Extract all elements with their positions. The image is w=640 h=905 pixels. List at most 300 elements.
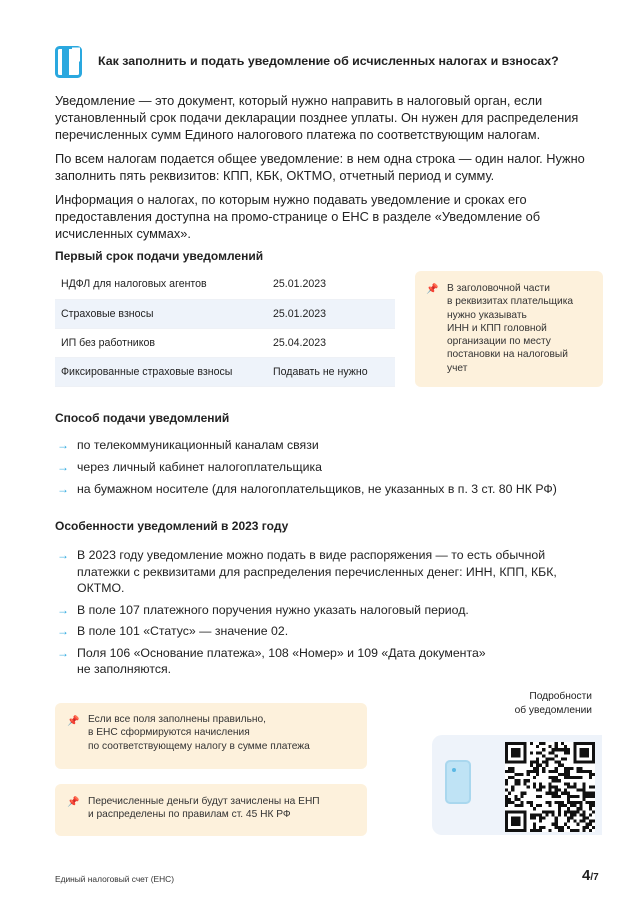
qr-module xyxy=(576,789,579,792)
qr-module xyxy=(517,748,520,751)
qr-module xyxy=(536,770,539,773)
qr-module xyxy=(592,826,595,829)
qr-module xyxy=(555,779,558,782)
qr-module xyxy=(561,792,564,795)
qr-module xyxy=(524,820,527,823)
qr-module xyxy=(573,761,576,764)
qr-module xyxy=(583,829,586,832)
list-item-text: через личный кабинет налогоплательщика xyxy=(77,460,322,474)
qr-module xyxy=(564,789,567,792)
qr-module xyxy=(583,789,586,792)
qr-module xyxy=(579,754,582,757)
qr-module xyxy=(555,785,558,788)
qr-module xyxy=(564,758,567,761)
qr-module xyxy=(530,829,533,832)
qr-module xyxy=(508,810,511,813)
note-header-requisites xyxy=(415,271,603,387)
qr-module xyxy=(505,789,508,792)
qr-module xyxy=(524,829,527,832)
page-header xyxy=(55,46,615,78)
qr-module xyxy=(561,804,564,807)
qr-caption xyxy=(480,690,592,718)
qr-module xyxy=(548,792,551,795)
qr-module xyxy=(542,770,545,773)
qr-module xyxy=(524,813,527,816)
qr-module xyxy=(570,785,573,788)
qr-module xyxy=(552,779,555,782)
qr-module xyxy=(573,820,576,823)
qr-module xyxy=(592,758,595,761)
qr-module xyxy=(505,748,508,751)
qr-module xyxy=(583,782,586,785)
qr-module xyxy=(561,829,564,832)
qr-module xyxy=(530,751,533,754)
qr-module xyxy=(573,813,576,816)
qr-module xyxy=(558,813,561,816)
qr-module xyxy=(505,770,508,773)
qr-module xyxy=(511,770,514,773)
note-line: организации по месту xyxy=(447,336,551,348)
qr-module xyxy=(542,810,545,813)
qr-module xyxy=(573,776,576,779)
qr-module xyxy=(552,770,555,773)
list-item xyxy=(55,460,615,482)
qr-module xyxy=(564,804,567,807)
qr-module xyxy=(517,773,520,776)
qr-module xyxy=(542,748,545,751)
qr-module xyxy=(592,795,595,798)
qr-module xyxy=(508,829,511,832)
qr-module xyxy=(508,792,511,795)
qr-module xyxy=(514,761,517,764)
qr-module xyxy=(530,770,533,773)
qr-module xyxy=(564,792,567,795)
qr-module xyxy=(511,754,514,757)
qr-module xyxy=(570,810,573,813)
list-item-text: платежки с реквизитами для распределения перечисленных денег: ИНН, КПП, КБК, xyxy=(77,564,557,579)
deadline-date: Подавать не нужно xyxy=(267,357,395,386)
arrow-right-icon: → xyxy=(57,438,69,452)
qr-module xyxy=(592,792,595,795)
qr-module xyxy=(530,804,533,807)
qr-module xyxy=(576,807,579,810)
qr-module xyxy=(514,754,517,757)
qr-module xyxy=(589,807,592,810)
list-item-text: не заполняются. xyxy=(77,662,172,676)
qr-module xyxy=(579,761,582,764)
qr-module xyxy=(567,773,570,776)
qr-module xyxy=(545,792,548,795)
qr-module xyxy=(527,785,530,788)
qr-module xyxy=(542,761,545,764)
qr-module xyxy=(548,801,551,804)
qr-caption-line: Подробности xyxy=(529,691,592,702)
qr-caption-line: об уведомлении xyxy=(514,705,592,716)
qr-module xyxy=(555,767,558,770)
qr-module xyxy=(511,820,514,823)
qr-module xyxy=(511,761,514,764)
note-line: в ЕНС сформируются начисления xyxy=(88,727,250,739)
deadline-tax-name: Страховые взносы xyxy=(55,299,267,328)
qr-module xyxy=(558,829,561,832)
qr-module xyxy=(505,801,508,804)
qr-module xyxy=(533,826,536,829)
qr-module xyxy=(517,782,520,785)
qr-module xyxy=(583,813,586,816)
qr-module xyxy=(511,829,514,832)
qr-module xyxy=(570,813,573,816)
qr-module xyxy=(530,742,533,745)
qr-module xyxy=(511,823,514,826)
qr-module xyxy=(555,748,558,751)
qr-module xyxy=(579,807,582,810)
qr-module xyxy=(511,789,514,792)
qr-module xyxy=(517,742,520,745)
qr-module xyxy=(576,770,579,773)
list-item-text: на бумажном носителе (для налогоплательщиков, не указанных в п. 3 ст. 80 НК РФ) xyxy=(77,482,557,496)
qr-module xyxy=(508,801,511,804)
qr-module xyxy=(579,804,582,807)
qr-module xyxy=(545,761,548,764)
qr-module xyxy=(576,823,579,826)
qr-module xyxy=(524,823,527,826)
qr-module xyxy=(573,810,576,813)
qr-module xyxy=(524,826,527,829)
qr-module xyxy=(548,751,551,754)
qr-module xyxy=(592,745,595,748)
qr-module xyxy=(511,801,514,804)
intro-paragraph-2: По всем налогам подается общее уведомление: в нем одна строка — один налог. Нужно заполнить пять реквизитов: КПП, КБК, ОКТМО, отчетный период и сумму. xyxy=(55,151,585,183)
qr-module xyxy=(579,820,582,823)
qr-module xyxy=(592,804,595,807)
qr-module xyxy=(564,823,567,826)
qr-module xyxy=(567,751,570,754)
qr-module xyxy=(592,810,595,813)
qr-module xyxy=(589,820,592,823)
qr-module xyxy=(567,776,570,779)
qr-module xyxy=(524,758,527,761)
arrow-right-icon: → xyxy=(57,602,69,617)
qr-module xyxy=(548,804,551,807)
qr-module xyxy=(555,742,558,745)
qr-module xyxy=(533,807,536,810)
qr-module xyxy=(555,754,558,757)
arrow-right-icon: → xyxy=(57,548,69,562)
qr-module xyxy=(555,745,558,748)
qr-module xyxy=(558,795,561,798)
qr-module xyxy=(539,813,542,816)
qr-module xyxy=(505,826,508,829)
qr-module xyxy=(583,770,586,773)
qr-module xyxy=(552,792,555,795)
features-list xyxy=(55,547,615,678)
qr-module xyxy=(583,754,586,757)
qr-module xyxy=(536,767,539,770)
qr-module xyxy=(555,801,558,804)
qr-module xyxy=(508,770,511,773)
qr-module xyxy=(555,789,558,792)
qr-module xyxy=(576,761,579,764)
note-correct-fields xyxy=(55,703,367,769)
qr-module xyxy=(555,826,558,829)
qr-module xyxy=(558,773,561,776)
deadline-date: 25.04.2023 xyxy=(267,328,395,357)
qr-module xyxy=(505,745,508,748)
note-line: ИНН и КПП головной xyxy=(447,322,547,334)
qr-module xyxy=(521,761,524,764)
qr-module xyxy=(583,785,586,788)
qr-module xyxy=(558,826,561,829)
page-title: Как заполнить и подать уведомление об исчисленных налогах и взносах? xyxy=(98,54,559,68)
qr-module xyxy=(570,829,573,832)
qr-module xyxy=(514,823,517,826)
qr-module xyxy=(570,767,573,770)
qr-module xyxy=(545,764,548,767)
qr-module xyxy=(542,785,545,788)
qr-module xyxy=(527,801,530,804)
qr-module xyxy=(536,804,539,807)
deadlines-table xyxy=(55,270,395,387)
qr-module xyxy=(545,810,548,813)
qr-module xyxy=(579,813,582,816)
qr-module xyxy=(533,813,536,816)
qr-module xyxy=(524,742,527,745)
qr-module xyxy=(592,773,595,776)
qr-module xyxy=(533,761,536,764)
qr-module xyxy=(539,785,542,788)
qr-module xyxy=(524,810,527,813)
qr-module xyxy=(514,820,517,823)
intro-text xyxy=(55,92,600,249)
qr-module xyxy=(564,773,567,776)
qr-module xyxy=(576,829,579,832)
qr-module xyxy=(517,779,520,782)
qr-module xyxy=(564,751,567,754)
list-item-text: В поле 107 платежного поручения нужно указать налоговый период. xyxy=(77,602,469,617)
list-item-text: ОКТМО. xyxy=(77,581,125,595)
qr-module xyxy=(583,810,586,813)
qr-module xyxy=(508,767,511,770)
qr-module xyxy=(570,795,573,798)
intro-paragraph-1: Уведомление — это документ, который нужно направить в налоговый орган, если установленный срок подачи декларации позднее уплаты. Он нужен для распределения перечисленных сумм Единого налогового платежа по соответствующим налогам. xyxy=(55,93,579,142)
qr-module xyxy=(514,804,517,807)
methods-title: Способ подачи уведомлений xyxy=(55,411,230,425)
qr-module xyxy=(505,742,508,745)
qr-module xyxy=(576,801,579,804)
qr-module xyxy=(542,754,545,757)
qr-module xyxy=(530,761,533,764)
qr-module xyxy=(567,826,570,829)
qr-module xyxy=(561,773,564,776)
qr-module xyxy=(555,816,558,819)
qr-code[interactable] xyxy=(505,742,595,832)
qr-module xyxy=(555,761,558,764)
qr-module xyxy=(567,807,570,810)
qr-module xyxy=(539,789,542,792)
qr-module xyxy=(561,801,564,804)
qr-module xyxy=(583,816,586,819)
qr-module xyxy=(505,820,508,823)
qr-module xyxy=(530,813,533,816)
list-item-text: В 2023 году уведомление можно подать в виде распоряжения — то есть обычной xyxy=(77,548,546,562)
qr-module xyxy=(586,795,589,798)
qr-module xyxy=(505,795,508,798)
qr-module xyxy=(570,816,573,819)
qr-module xyxy=(539,826,542,829)
list-item xyxy=(55,602,615,619)
qr-module xyxy=(567,810,570,813)
qr-module xyxy=(508,776,511,779)
qr-module xyxy=(573,804,576,807)
qr-module xyxy=(586,770,589,773)
note-line: в реквизитах плательщика xyxy=(447,296,574,308)
qr-module xyxy=(505,758,508,761)
qr-module xyxy=(517,823,520,826)
note-line: и распределены по правилам ст. 45 НК РФ xyxy=(88,809,291,821)
qr-module xyxy=(552,785,555,788)
qr-module xyxy=(505,810,508,813)
qr-module xyxy=(533,785,536,788)
table-row xyxy=(55,328,395,357)
arrow-right-icon: → xyxy=(57,482,69,496)
qr-module xyxy=(589,773,592,776)
qr-module xyxy=(567,820,570,823)
qr-module xyxy=(539,795,542,798)
qr-module xyxy=(567,816,570,819)
qr-module xyxy=(586,748,589,751)
qr-module xyxy=(514,795,517,798)
list-item-text: по телекоммуникационный каналам связи xyxy=(77,438,319,452)
qr-module xyxy=(589,804,592,807)
qr-module xyxy=(514,742,517,745)
qr-module xyxy=(573,758,576,761)
qr-module xyxy=(517,820,520,823)
list-item xyxy=(55,623,615,640)
qr-module xyxy=(592,751,595,754)
qr-module xyxy=(592,801,595,804)
qr-module xyxy=(592,748,595,751)
qr-module xyxy=(539,816,542,819)
qr-module xyxy=(555,820,558,823)
qr-module xyxy=(558,804,561,807)
qr-module xyxy=(589,829,592,832)
qr-module xyxy=(592,761,595,764)
qr-module xyxy=(573,829,576,832)
qr-module xyxy=(592,785,595,788)
qr-module xyxy=(524,779,527,782)
qr-module xyxy=(564,770,567,773)
book-icon xyxy=(55,46,83,78)
qr-module xyxy=(505,782,508,785)
qr-module xyxy=(542,742,545,745)
qr-module xyxy=(552,795,555,798)
qr-module xyxy=(548,745,551,748)
qr-module xyxy=(567,785,570,788)
qr-module xyxy=(561,758,564,761)
qr-module xyxy=(586,826,589,829)
qr-module xyxy=(564,810,567,813)
qr-module xyxy=(589,823,592,826)
qr-module xyxy=(555,770,558,773)
qr-module xyxy=(583,826,586,829)
qr-module xyxy=(521,795,524,798)
qr-module xyxy=(561,748,564,751)
qr-module xyxy=(586,742,589,745)
page-total: /7 xyxy=(590,872,599,883)
list-item xyxy=(55,547,615,597)
qr-module xyxy=(589,770,592,773)
pin-icon: 📌 xyxy=(67,716,80,727)
qr-module xyxy=(536,795,539,798)
qr-module xyxy=(508,742,511,745)
qr-module xyxy=(530,801,533,804)
qr-module xyxy=(514,816,517,819)
qr-module xyxy=(536,829,539,832)
qr-module xyxy=(539,820,542,823)
qr-module xyxy=(573,785,576,788)
qr-module xyxy=(564,767,567,770)
qr-module xyxy=(533,823,536,826)
qr-module xyxy=(579,776,582,779)
qr-module xyxy=(567,801,570,804)
footer-text: Единый налоговый счет (ЕНС) xyxy=(55,874,174,884)
qr-module xyxy=(527,779,530,782)
qr-module xyxy=(586,823,589,826)
note-line: Перечисленные деньги будут зачислены на ЕНП xyxy=(88,796,320,807)
qr-module xyxy=(579,770,582,773)
qr-module xyxy=(555,823,558,826)
qr-module xyxy=(542,826,545,829)
qr-module xyxy=(567,798,570,801)
deadline-tax-name: Фиксированные страховые взносы xyxy=(55,357,267,386)
qr-module xyxy=(583,748,586,751)
qr-module xyxy=(524,748,527,751)
pin-icon: 📌 xyxy=(426,284,439,295)
qr-module xyxy=(524,816,527,819)
qr-module xyxy=(576,795,579,798)
qr-module xyxy=(552,758,555,761)
qr-module xyxy=(558,810,561,813)
qr-module xyxy=(552,813,555,816)
qr-module xyxy=(579,742,582,745)
qr-module xyxy=(579,767,582,770)
list-item xyxy=(55,482,615,504)
note-line: постановки на налоговый xyxy=(447,349,568,361)
qr-module xyxy=(545,758,548,761)
qr-module xyxy=(573,748,576,751)
features-title: Особенности уведомлений в 2023 году xyxy=(55,519,289,533)
qr-module xyxy=(576,742,579,745)
list-item-text: Поля 106 «Основание платежа», 108 «Номер» и 109 «Дата документа» xyxy=(77,645,486,660)
qr-module xyxy=(536,813,539,816)
qr-module xyxy=(533,767,536,770)
qr-module xyxy=(570,804,573,807)
qr-module xyxy=(579,748,582,751)
note-line: нужно указывать xyxy=(447,309,527,321)
qr-module xyxy=(576,776,579,779)
qr-module xyxy=(567,767,570,770)
qr-module xyxy=(558,748,561,751)
table-row xyxy=(55,299,395,328)
qr-module xyxy=(511,810,514,813)
qr-module xyxy=(586,754,589,757)
qr-module xyxy=(589,801,592,804)
page-current: 4 xyxy=(582,867,591,884)
qr-module xyxy=(533,782,536,785)
qr-module xyxy=(567,782,570,785)
qr-module xyxy=(524,761,527,764)
qr-module xyxy=(548,785,551,788)
